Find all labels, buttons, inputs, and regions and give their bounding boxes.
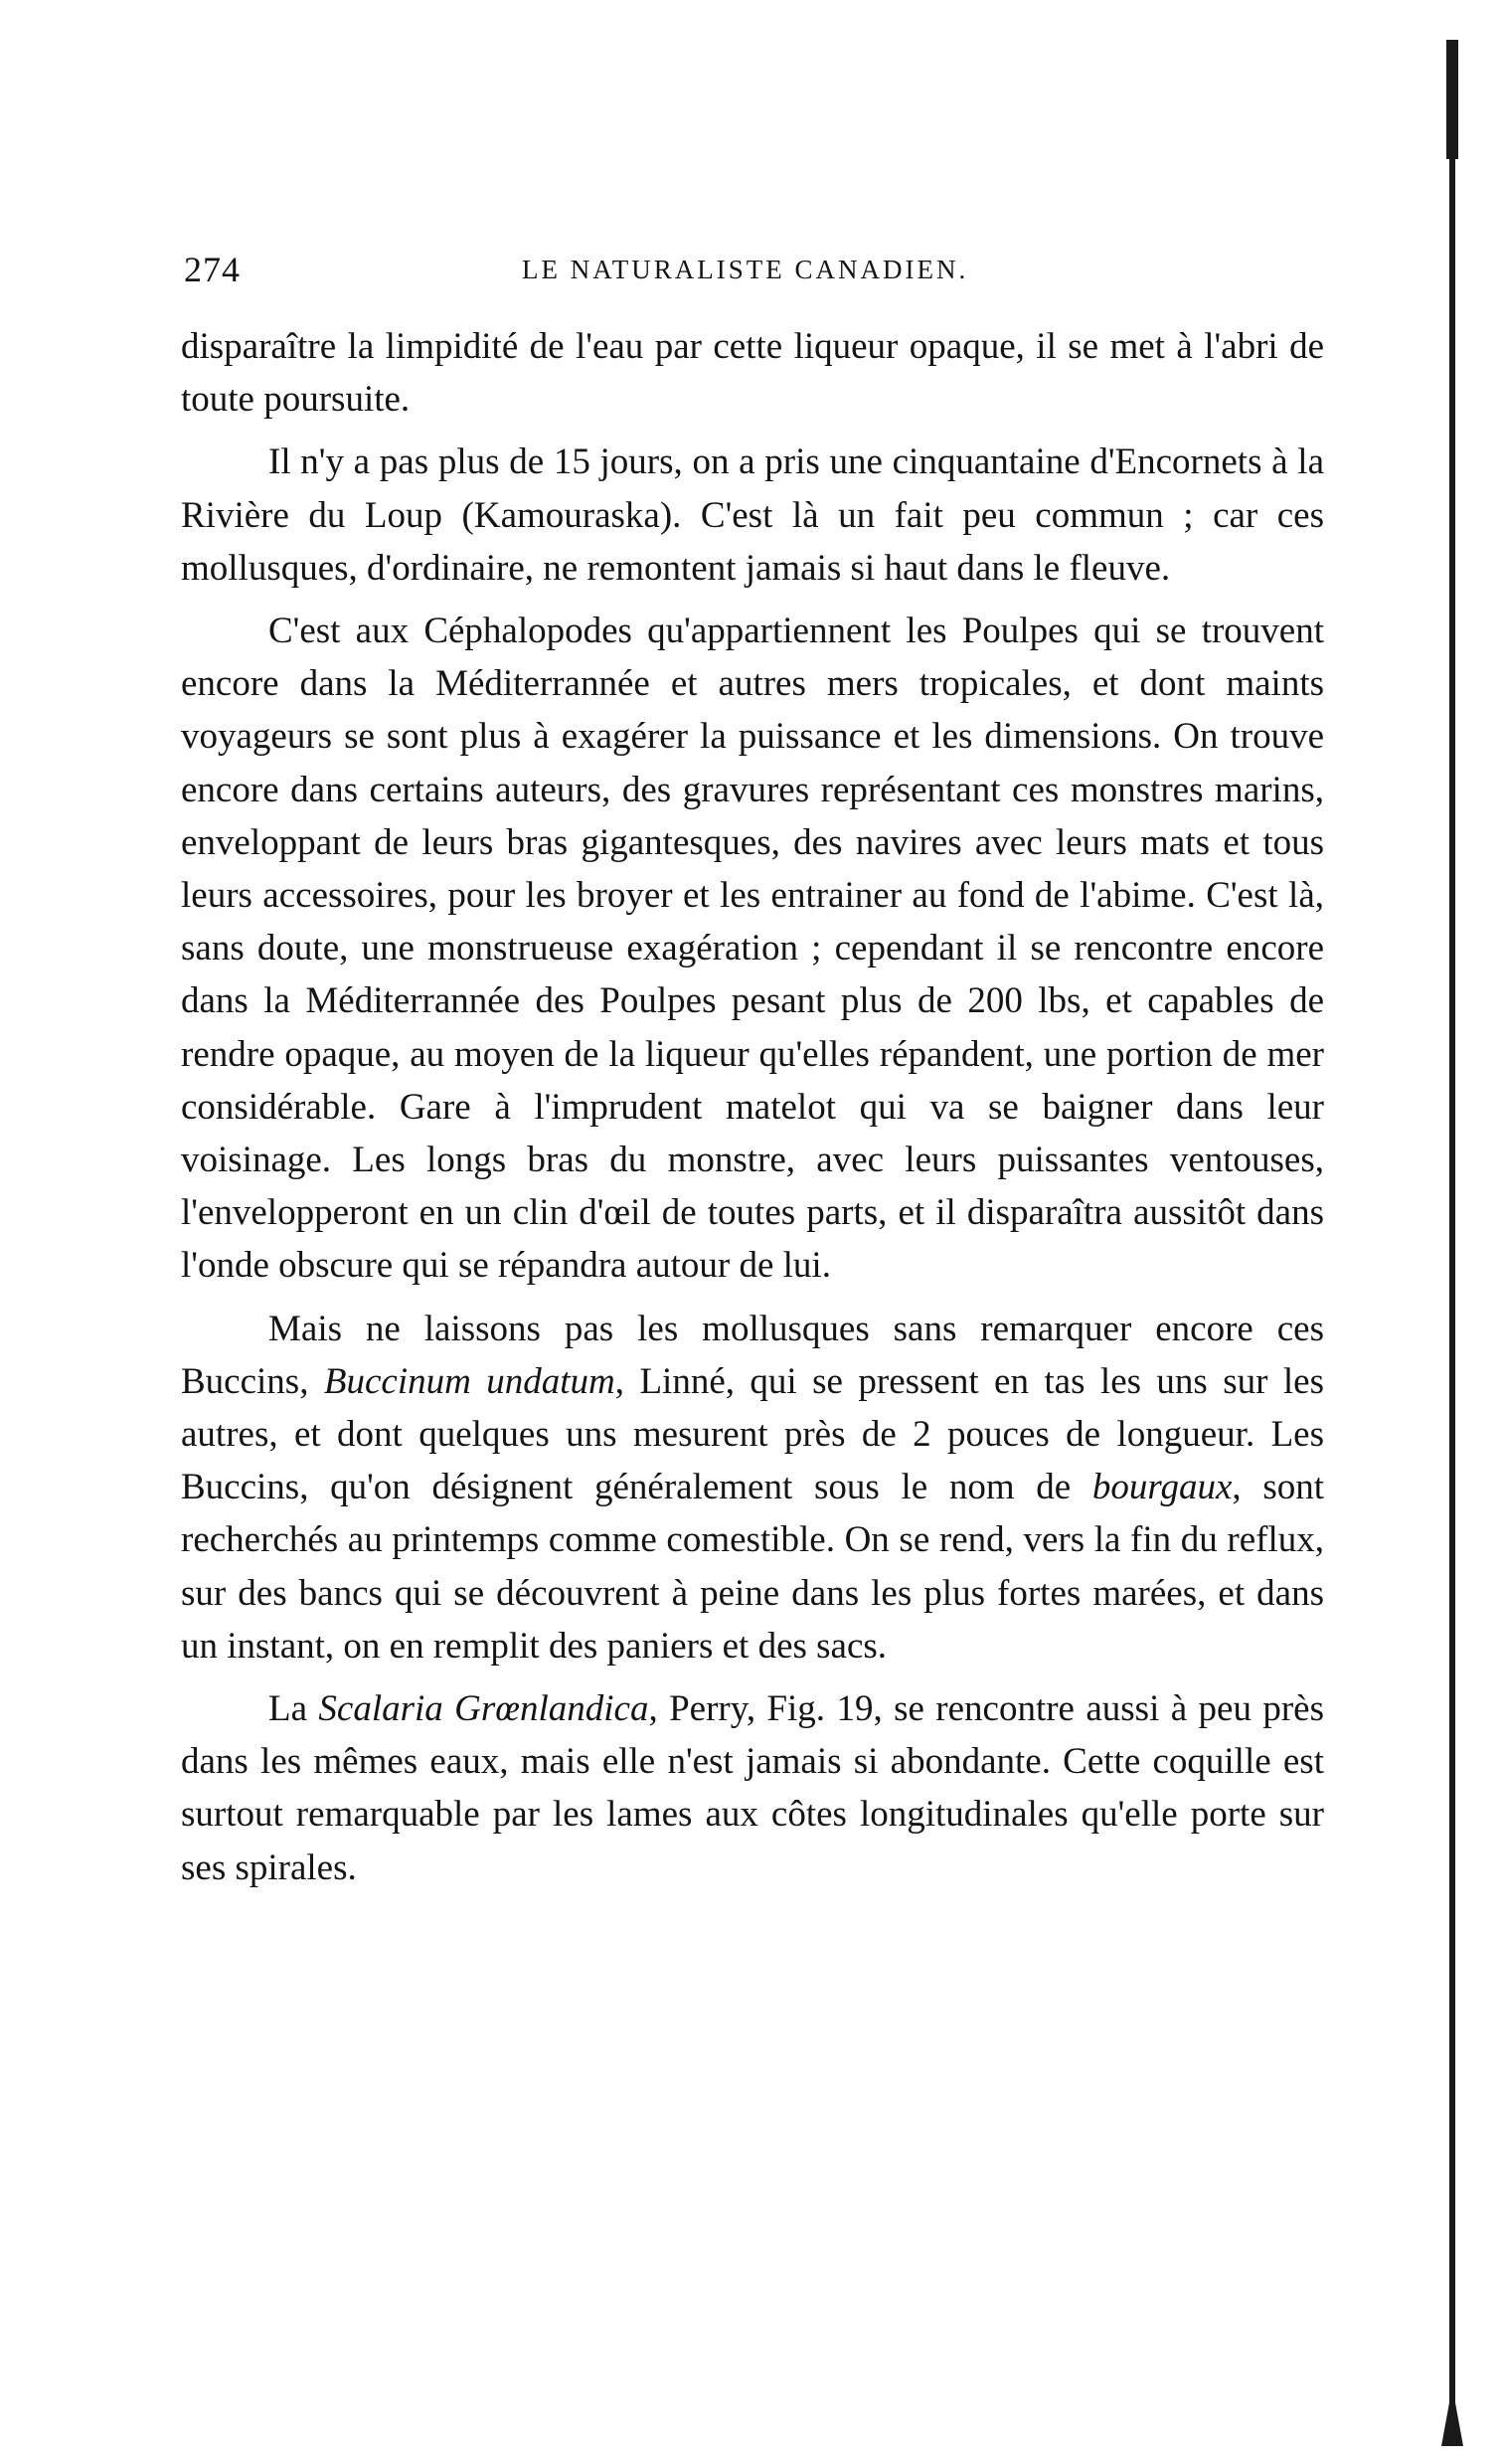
italic-common-name: bourgaux	[1091, 1467, 1233, 1508]
running-head: LE NATURALISTE CANADIEN.	[522, 255, 969, 284]
text-run: disparaître la limpidité de l'eau par cette liqueur opaque, il se met à l'abri de toute poursuite.	[181, 326, 1324, 421]
paragraph	[181, 320, 1324, 426]
text-run: La	[268, 1688, 319, 1730]
text-run: Il n'y a pas plus de 15 jours, on a pris une cinquantaine d'Encornets à la Rivière du Loup (Kamouraska). C'est là un fait peu commun ; car ces mollusques, d'ordinaire, ne remontent jamais si haut dans le fleuve.	[181, 441, 1324, 589]
italic-species-name: Scalaria Grœnlandica	[318, 1688, 649, 1730]
page-header	[184, 249, 1357, 288]
paragraph	[181, 436, 1324, 595]
text-run: Mais ne laissons pas les mollusques sans remarquer encore ces Buccins,	[181, 1308, 1324, 1402]
page-edge-rule	[1449, 40, 1455, 2446]
paragraph	[181, 1682, 1324, 1894]
text-run: C'est aux Céphalopodes qu'appartiennent les Poulpes qui se trouvent encore dans la Méditerrannée et autres mers tropicales, et dont maints voyageurs se sont plus à exagérer la puissance et les dimensions. On trouve encore dans certains auteurs, des gravures représentant ces monstres marins, enveloppant de leurs bras gigantesques, des navires avec leurs mats et tous leurs accessoires, pour les broyer et les entrainer au fond de l'abime. C'est là, sans doute, une monstrueuse exagération ; cependant il se rencontre encore dans la Méditerrannée des Poulpes pesant plus de 200 lbs, et capables de rendre opaque, au moyen de la liqueur qu'elles répandent, une portion de mer considérable. Gare à l'imprudent matelot qui va se baigner dans leur voisinage. Les longs bras du monstre, avec leurs puissantes ventouses, l'envelopperont en un clin d'œil de toutes parts, et il disparaîtra aussitôt dans l'onde obscure qui se répandra autour de lui.	[181, 611, 1324, 1287]
body-text	[181, 320, 1324, 1894]
paragraph	[181, 1303, 1324, 1672]
paragraph	[181, 605, 1324, 1293]
text-run: , Linné, qui se pressent en tas les uns sur les autres, et dont quelques uns mesurent près de 2 pouces de longueur. Les Buccins, qu'on désignent généralement sous le nom de	[181, 1360, 1325, 1508]
page-edge-foot	[1441, 2386, 1463, 2446]
page-number: 274	[184, 250, 241, 289]
italic-species-name: Buccinum undatum	[323, 1360, 615, 1402]
text-run: , sont recherchés au printemps comme comestible. On se rend, vers la fin du reflux, sur des bancs qui se découvrent à peine dans les plus fortes marées, et dans un instant, on en remplit des paniers et des sacs.	[181, 1467, 1324, 1667]
text-run: , Perry, Fig. 19, se rencontre aussi à peu près dans les mêmes eaux, mais elle n'est jamais si abondante. Cette coquille est surtout remarquable par les lames aux côtes longitudinales qu'elle porte sur ses spirales.	[181, 1688, 1324, 1888]
